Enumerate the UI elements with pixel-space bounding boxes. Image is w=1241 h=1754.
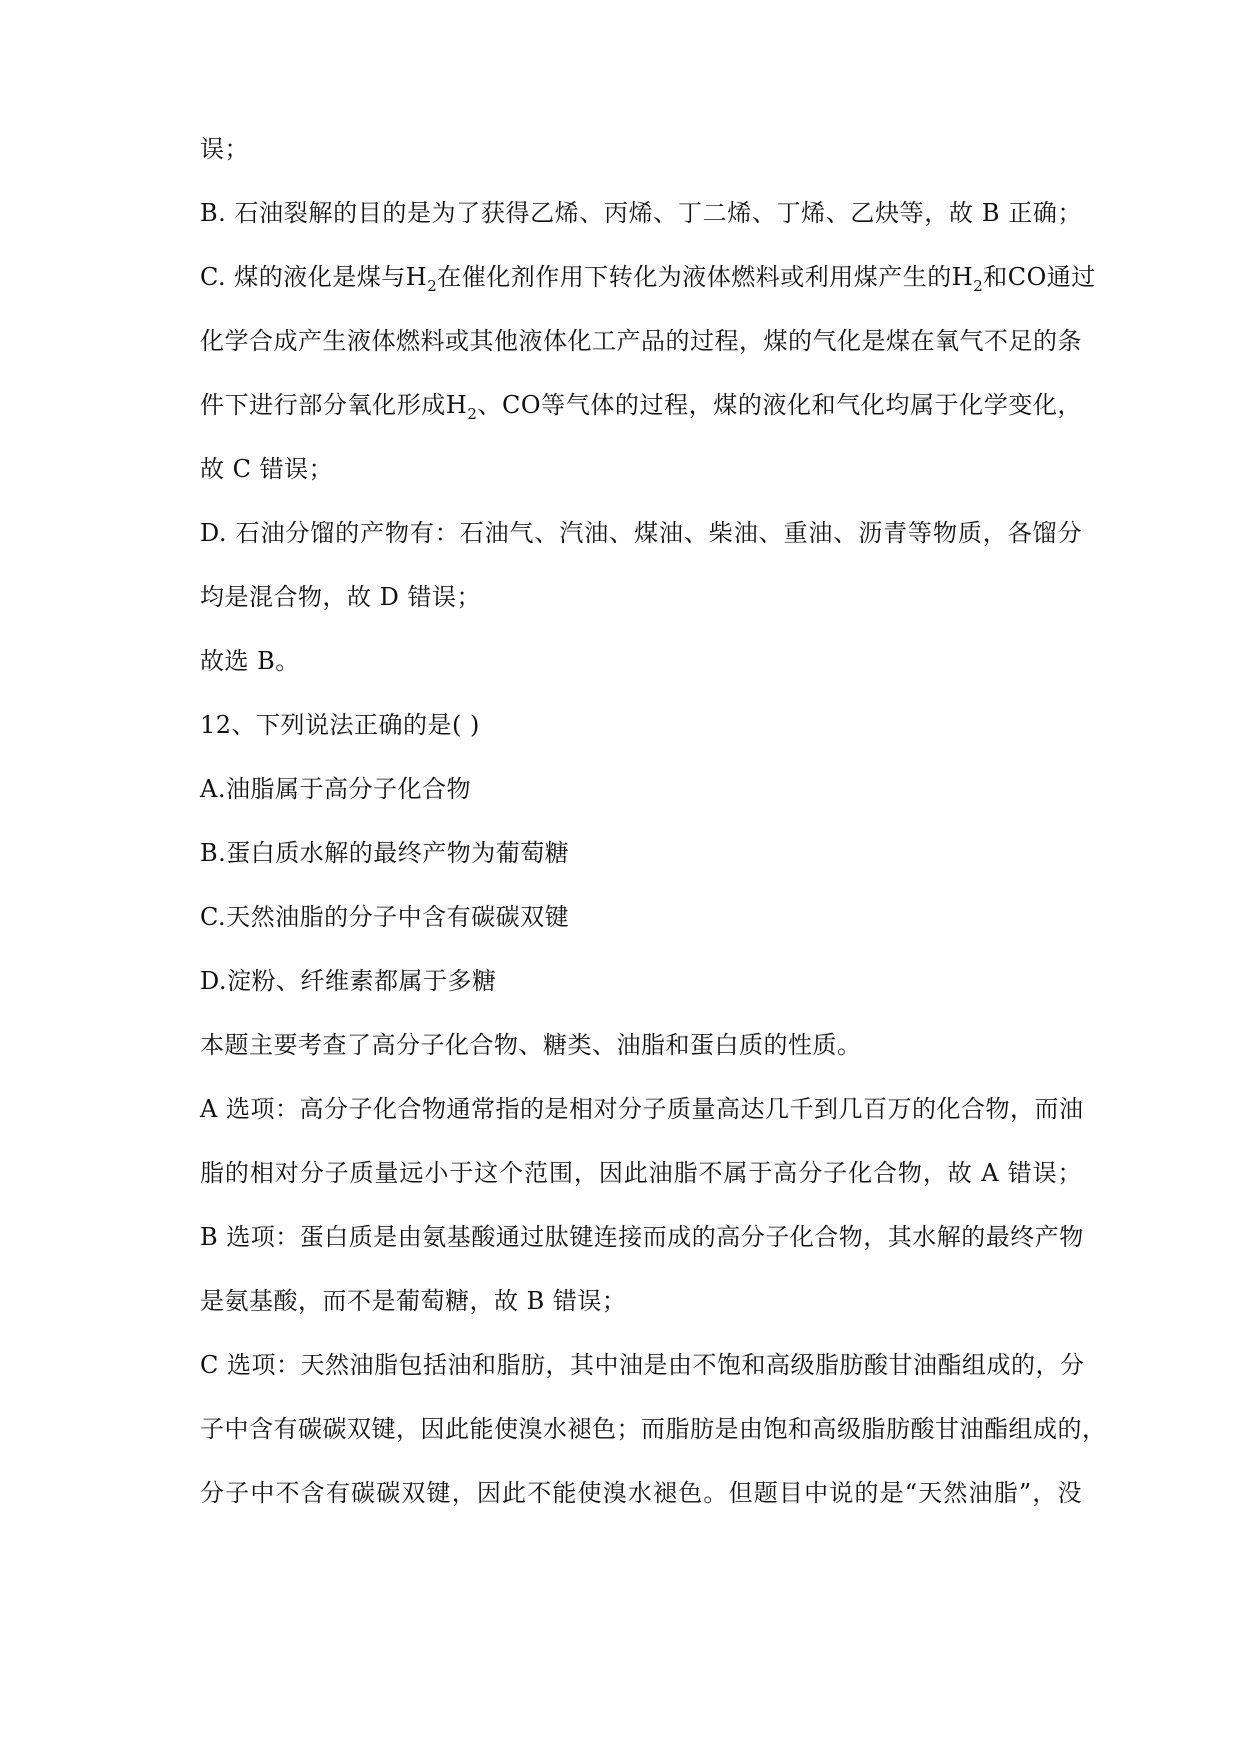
text-line: 误；: [200, 135, 249, 163]
formula-h2: $H_2$: [405, 263, 438, 295]
text-line: 脂的相对分子质量远小于这个范围，因此油脂不属于高分子化合物，故 A 错误；: [200, 1159, 1082, 1187]
text-line: 故 C 错误；: [200, 455, 334, 483]
text-run: 件下进行部分氧化形成: [200, 391, 446, 419]
text-line: B. 石油裂解的目的是为了获得乙烯、丙烯、丁二烯、丁烯、乙炔等，故 B 正确；: [200, 199, 1082, 227]
text-line: A 选项：高分子化合物通常指的是相对分子质量高达几千到几百万的化合物，而油: [200, 1095, 1084, 1123]
text-line: [200, 262, 1096, 295]
option-b: B.蛋白质水解的最终产物为葡萄糖: [200, 839, 570, 867]
text-run: 和CO通过: [983, 263, 1096, 291]
option-d: D.淀粉、纤维素都属于多糖: [200, 967, 497, 995]
text-run: 在催化剂作用下转化为液体燃料或利用煤产生的: [437, 263, 952, 291]
text-line: B 选项：蛋白质是由氨基酸通过肽键连接而成的高分子化合物，其水解的最终产物: [200, 1223, 1084, 1251]
text-line: C 选项：天然油脂包括油和脂肪，其中油是由不饱和高级脂肪酸甘油酯组成的，分: [200, 1351, 1085, 1379]
text-line: 是氨基酸，而不是葡萄糖，故 B 错误；: [200, 1287, 627, 1315]
text-line: [200, 390, 1082, 423]
text-line: D. 石油分馏的产物有：石油气、汽油、煤油、柴油、重油、沥青等物质，各馏分: [200, 519, 1082, 547]
text-line: 分子中不含有碳碳双键，因此不能使溴水褪色。但题目中说的是“天然油脂”，没: [200, 1479, 1082, 1507]
text-run: C. 煤的液化是煤与: [200, 263, 406, 291]
text-line: 子中含有碳碳双键，因此能使溴水褪色；而脂肪是由饱和高级脂肪酸甘油酯组成的，: [200, 1415, 1107, 1443]
option-a: A.油脂属于高分子化合物: [200, 775, 471, 803]
text-line: 故选 B。: [200, 647, 300, 675]
formula-h2: $H_2$: [445, 391, 478, 423]
text-line: 本题主要考查了高分子化合物、糖类、油脂和蛋白质的性质。: [200, 1031, 862, 1059]
formula-h2: $H_2$: [951, 263, 984, 295]
text-run: 、CO等气体的过程，煤的液化和气化均属于化学变化，: [477, 391, 1082, 419]
text-line: 化学合成产生液体燃料或其他液体化工产品的过程，煤的气化是煤在氧气不足的条: [200, 327, 1082, 355]
text-line: 均是混合物，故 D 错误；: [200, 583, 481, 611]
option-c: C.天然油脂的分子中含有碳碳双键: [200, 903, 570, 931]
question-title: 12、下列说法正确的是( ): [200, 711, 480, 739]
